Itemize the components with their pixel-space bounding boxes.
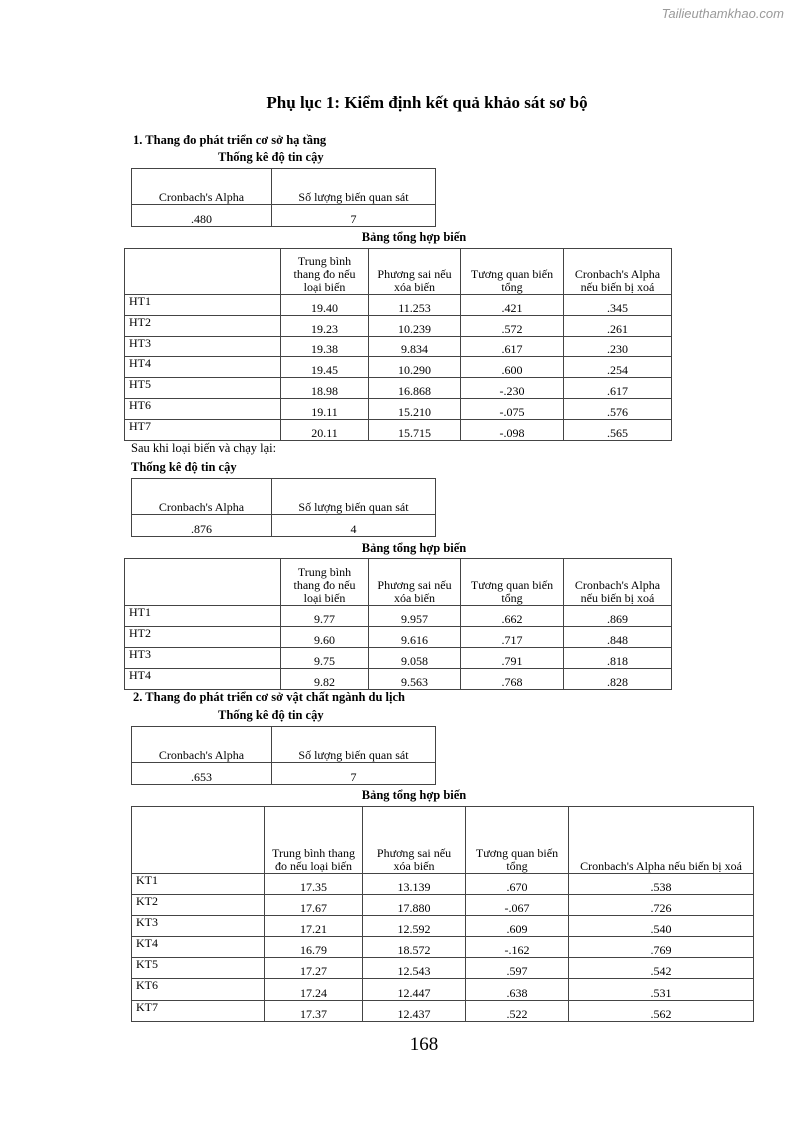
table-cell: 9.058: [369, 648, 461, 669]
table-row: [125, 357, 672, 378]
reliability-table-1: [131, 168, 436, 227]
table-cell: .542: [569, 958, 754, 979]
table-row: [132, 895, 754, 916]
table-row: [125, 295, 672, 316]
table-row: [125, 315, 672, 336]
table-row: [132, 1000, 754, 1021]
table-cell: 16.79: [265, 937, 363, 958]
table-cell: Tương quan biến tổng: [461, 559, 564, 606]
page-number: 168: [409, 1034, 439, 1055]
table-cell: Phương sai nếu xóa biến: [363, 807, 466, 874]
table-cell: 18.98: [281, 378, 369, 399]
reliability-title-2: Thống kê độ tin cậy: [131, 460, 237, 474]
table-cell: 4: [272, 515, 436, 537]
table-cell: Cronbach's Alpha nếu biến bị xoá: [569, 807, 754, 874]
table-cell: .600: [461, 357, 564, 378]
table-cell: HT2: [125, 315, 281, 336]
table-row: [132, 916, 754, 937]
table-cell: Cronbach's Alpha nếu biến bị xoá: [564, 559, 672, 606]
table-cell: 16.868: [369, 378, 461, 399]
table-cell: [132, 807, 265, 874]
table-cell: 9.75: [281, 648, 369, 669]
table-cell: .609: [466, 916, 569, 937]
table-cell: 13.139: [363, 874, 466, 895]
table-cell: 7: [272, 205, 436, 227]
section-1-heading: 1. Thang đo phát triển cơ sở hạ tầng: [133, 133, 327, 147]
table-cell: -.098: [461, 419, 564, 440]
table-cell: Trung bình thang đo nếu loại biến: [281, 559, 369, 606]
table-header-row: [132, 727, 436, 763]
table-cell: KT4: [132, 937, 265, 958]
table-cell: KT2: [132, 895, 265, 916]
table-cell: HT6: [125, 398, 281, 419]
item-total-table-1: [124, 248, 672, 441]
table-cell: 19.38: [281, 336, 369, 357]
table-cell: .531: [569, 979, 754, 1000]
table-cell: 9.82: [281, 669, 369, 690]
table-cell: .562: [569, 1000, 754, 1021]
table-cell: .662: [461, 606, 564, 627]
table-cell: KT6: [132, 979, 265, 1000]
table-cell: .769: [569, 937, 754, 958]
table-row: [125, 336, 672, 357]
table-cell: 17.21: [265, 916, 363, 937]
table-cell: [125, 559, 281, 606]
table-cell: -.067: [466, 895, 569, 916]
table-cell: Số lượng biến quan sát: [272, 727, 436, 763]
table-cell: 9.563: [369, 669, 461, 690]
table-header-row: [132, 479, 436, 515]
table-cell: KT7: [132, 1000, 265, 1021]
table-cell: Tương quan biến tổng: [466, 807, 569, 874]
table-cell: -.230: [461, 378, 564, 399]
table-row: [125, 606, 672, 627]
table-cell: .717: [461, 627, 564, 648]
table-cell: Cronbach's Alpha: [132, 169, 272, 205]
table-cell: 17.37: [265, 1000, 363, 1021]
table-cell: Cronbach's Alpha nếu biến bị xoá: [564, 249, 672, 295]
table-cell: .421: [461, 295, 564, 316]
table-cell: [125, 249, 281, 295]
table-cell: .597: [466, 958, 569, 979]
table-cell: .876: [132, 515, 272, 537]
table-row: [125, 398, 672, 419]
table-cell: 19.45: [281, 357, 369, 378]
page-title: Phụ lục 1: Kiểm định kết quả khảo sát sơ bộ: [266, 93, 588, 112]
table-cell: HT1: [125, 606, 281, 627]
table-cell: .540: [569, 916, 754, 937]
table-row: [132, 958, 754, 979]
table-cell: 10.239: [369, 315, 461, 336]
table-cell: .572: [461, 315, 564, 336]
table-cell: .576: [564, 398, 672, 419]
table-row: [125, 378, 672, 399]
table-cell: Phương sai nếu xóa biến: [369, 249, 461, 295]
table-cell: 15.715: [369, 419, 461, 440]
summary-title-3: Bảng tổng hợp biến: [361, 788, 467, 802]
table-cell: 17.880: [363, 895, 466, 916]
table-cell: .818: [564, 648, 672, 669]
table-row: [125, 669, 672, 690]
table-cell: Tương quan biến tổng: [461, 249, 564, 295]
table-cell: .670: [466, 874, 569, 895]
item-total-table-3: [131, 806, 754, 1022]
table-cell: HT4: [125, 357, 281, 378]
table-cell: .522: [466, 1000, 569, 1021]
table-cell: 9.77: [281, 606, 369, 627]
reliability-table-2: [131, 478, 436, 537]
table-row: [125, 419, 672, 440]
table-cell: .726: [569, 895, 754, 916]
table-cell: Số lượng biến quan sát: [272, 169, 436, 205]
table-cell: 7: [272, 763, 436, 785]
table-row: [132, 205, 436, 227]
summary-title-2: Bảng tổng hợp biến: [361, 541, 467, 555]
table-header-row: [132, 807, 754, 874]
table-cell: .230: [564, 336, 672, 357]
table-cell: .768: [461, 669, 564, 690]
table-row: [125, 648, 672, 669]
table-row: [125, 627, 672, 648]
table-cell: .565: [564, 419, 672, 440]
table-cell: HT5: [125, 378, 281, 399]
table-cell: 9.60: [281, 627, 369, 648]
reliability-table-3: [131, 726, 436, 785]
table-cell: 9.834: [369, 336, 461, 357]
table-cell: 11.253: [369, 295, 461, 316]
table-cell: .538: [569, 874, 754, 895]
rerun-note: Sau khi loại biến và chạy lại:: [131, 441, 277, 455]
table-header-row: [125, 559, 672, 606]
table-cell: 20.11: [281, 419, 369, 440]
table-cell: .848: [564, 627, 672, 648]
table-header-row: [125, 249, 672, 295]
table-cell: 19.23: [281, 315, 369, 336]
table-cell: 15.210: [369, 398, 461, 419]
table-row: [132, 937, 754, 958]
table-cell: .480: [132, 205, 272, 227]
table-row: [132, 874, 754, 895]
table-header-row: [132, 169, 436, 205]
table-cell: Trung bình thang đo nếu loại biến: [281, 249, 369, 295]
table-cell: .869: [564, 606, 672, 627]
table-cell: .617: [564, 378, 672, 399]
table-cell: .345: [564, 295, 672, 316]
table-row: [132, 515, 436, 537]
table-cell: 17.27: [265, 958, 363, 979]
table-row: [132, 979, 754, 1000]
table-cell: Trung bình thang đo nếu loại biến: [265, 807, 363, 874]
table-cell: 12.437: [363, 1000, 466, 1021]
table-cell: .638: [466, 979, 569, 1000]
watermark: Tailieuthamkhao.com: [661, 6, 784, 21]
table-cell: .254: [564, 357, 672, 378]
table-cell: HT3: [125, 648, 281, 669]
table-cell: HT7: [125, 419, 281, 440]
table-cell: Cronbach's Alpha: [132, 479, 272, 515]
table-cell: 17.24: [265, 979, 363, 1000]
table-cell: KT3: [132, 916, 265, 937]
item-total-table-2: [124, 558, 672, 690]
table-cell: .617: [461, 336, 564, 357]
table-cell: .791: [461, 648, 564, 669]
table-cell: 12.447: [363, 979, 466, 1000]
table-cell: -.075: [461, 398, 564, 419]
table-cell: 10.290: [369, 357, 461, 378]
reliability-title-3: Thống kê độ tin cậy: [218, 708, 324, 722]
table-cell: Phương sai nếu xóa biến: [369, 559, 461, 606]
table-cell: Cronbach's Alpha: [132, 727, 272, 763]
table-cell: HT1: [125, 295, 281, 316]
table-cell: HT2: [125, 627, 281, 648]
table-cell: .828: [564, 669, 672, 690]
table-cell: .261: [564, 315, 672, 336]
table-cell: 12.543: [363, 958, 466, 979]
table-cell: KT1: [132, 874, 265, 895]
table-cell: 18.572: [363, 937, 466, 958]
table-cell: 19.11: [281, 398, 369, 419]
table-cell: HT4: [125, 669, 281, 690]
table-cell: 17.67: [265, 895, 363, 916]
summary-title-1: Bảng tổng hợp biến: [361, 230, 467, 244]
table-cell: 9.616: [369, 627, 461, 648]
table-cell: 12.592: [363, 916, 466, 937]
table-cell: 9.957: [369, 606, 461, 627]
table-row: [132, 763, 436, 785]
table-cell: 19.40: [281, 295, 369, 316]
table-cell: -.162: [466, 937, 569, 958]
table-cell: .653: [132, 763, 272, 785]
table-cell: Số lượng biến quan sát: [272, 479, 436, 515]
table-cell: KT5: [132, 958, 265, 979]
table-cell: 17.35: [265, 874, 363, 895]
section-2-heading: 2. Thang đo phát triển cơ sở vật chất ngành du lịch: [133, 690, 406, 704]
table-cell: HT3: [125, 336, 281, 357]
reliability-title-1: Thống kê độ tin cậy: [218, 150, 324, 164]
